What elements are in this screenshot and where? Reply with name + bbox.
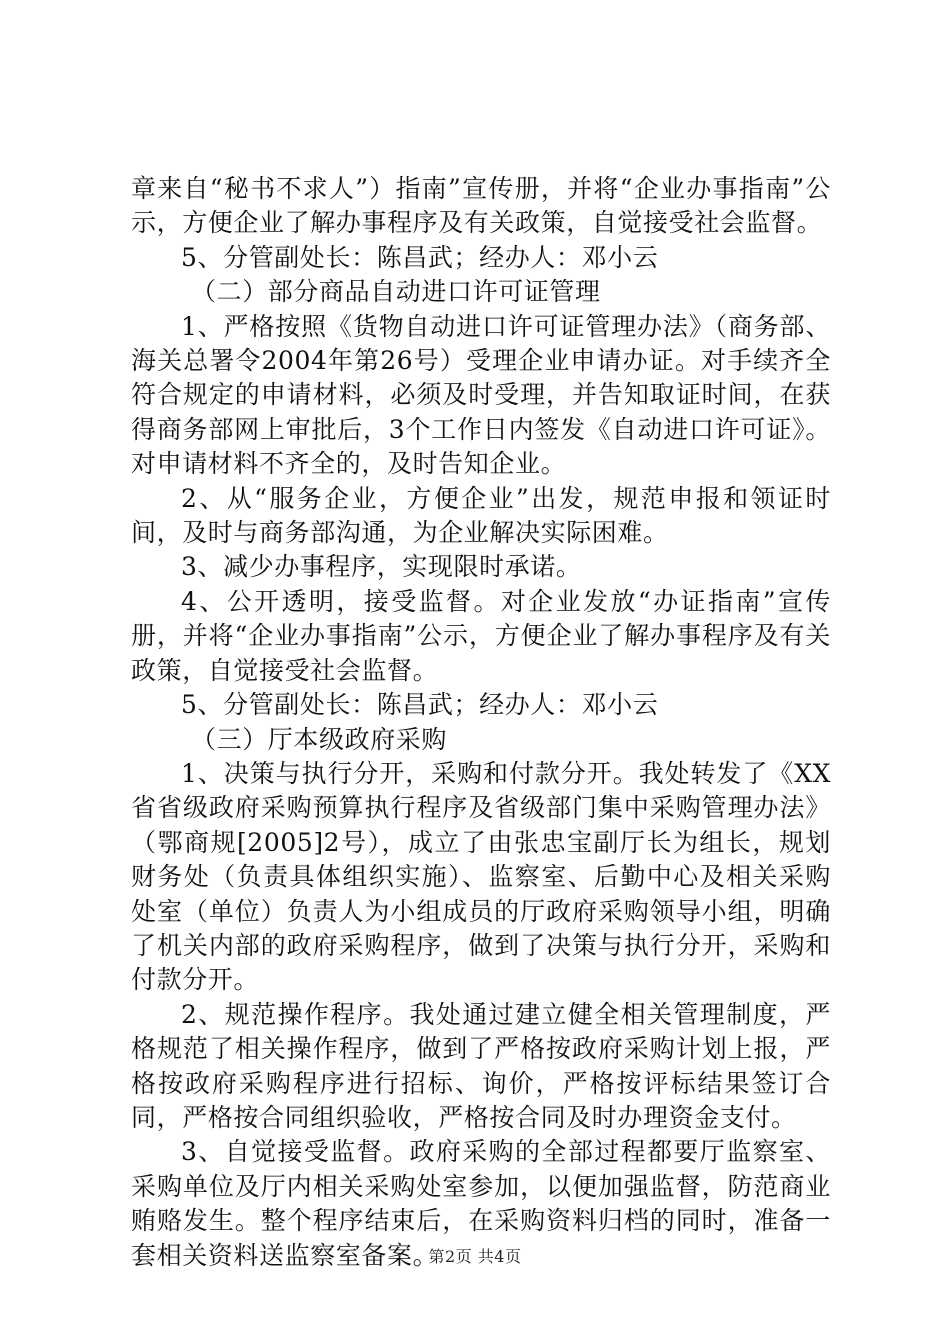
paragraph: 章来自“秘书不求人”）指南”宣传册，并将“企业办事指南”公示，方便企业了解办事程序及有关政策，自觉接受社会监督。 <box>131 174 831 238</box>
section-heading: （三）厅本级政府采购 <box>191 724 448 754</box>
paragraph: 2、规范操作程序。我处通过建立健全相关管理制度，严格规范了相关操作程序，做到了严格按政府采购计划上报，严格按政府采购程序进行招标、询价，严格按评标结果签订合同，严格按合同组织验收，严格按合同及时办理资金支付。 <box>131 999 831 1132</box>
page-number: 第2页 共4页 <box>428 1247 522 1266</box>
paragraph: 2、从“服务企业，方便企业”出发，规范申报和领证时间，及时与商务部沟通，为企业解决实际困难。 <box>131 483 831 548</box>
paragraph: 3、自觉接受监督。政府采购的全部过程都要厅监察室、采购单位及厅内相关采购处室参加，以便加强监督，防范商业贿赂发生。整个程序结束后，在采购资料归档的同时，准备一套相关资料送监察室备案。 <box>131 1137 831 1270</box>
paragraph: 4、公开透明，接受监督。对企业发放“办证指南”宣传册，并将“企业办事指南”公示，方便企业了解办事程序及有关政策，自觉接受社会监督。 <box>131 586 831 685</box>
section-heading: （二）部分商品自动进口许可证管理 <box>191 277 601 307</box>
paragraph: 1、决策与执行分开，采购和付款分开。我处转发了《XX省省级政府采购预算执行程序及省级部门集中采购管理办法》（鄂商规[2005]2号），成立了由张忠宝副厅长为组长，规划财务处（负责具体组织实施）、监察室、后勤中心及相关采购处室（单位）负责人为小组成员的厅政府采购领导小组，明确了机关内部的政府采购程序，做到了决策与执行分开，采购和付款分开。 <box>131 758 831 995</box>
page-footer <box>0 1244 950 1267</box>
paragraph: 5、分管副处长：陈昌武；经办人：邓小云 <box>181 242 659 272</box>
paragraph: 3、减少办事程序，实现限时承诺。 <box>181 552 582 582</box>
document-body <box>131 172 831 1273</box>
paragraph: 5、分管副处长：陈昌武；经办人：邓小云 <box>181 690 659 720</box>
paragraph: 1、严格按照《货物自动进口许可证管理办法》（商务部、海关总署令2004年第26号）受理企业申请办证。对手续齐全符合规定的申请材料，必须及时受理，并告知取证时间，在获得商务部网上审批后，3个工作日内签发《自动进口许可证》。对申请材料不齐全的，及时告知企业。 <box>131 311 831 479</box>
